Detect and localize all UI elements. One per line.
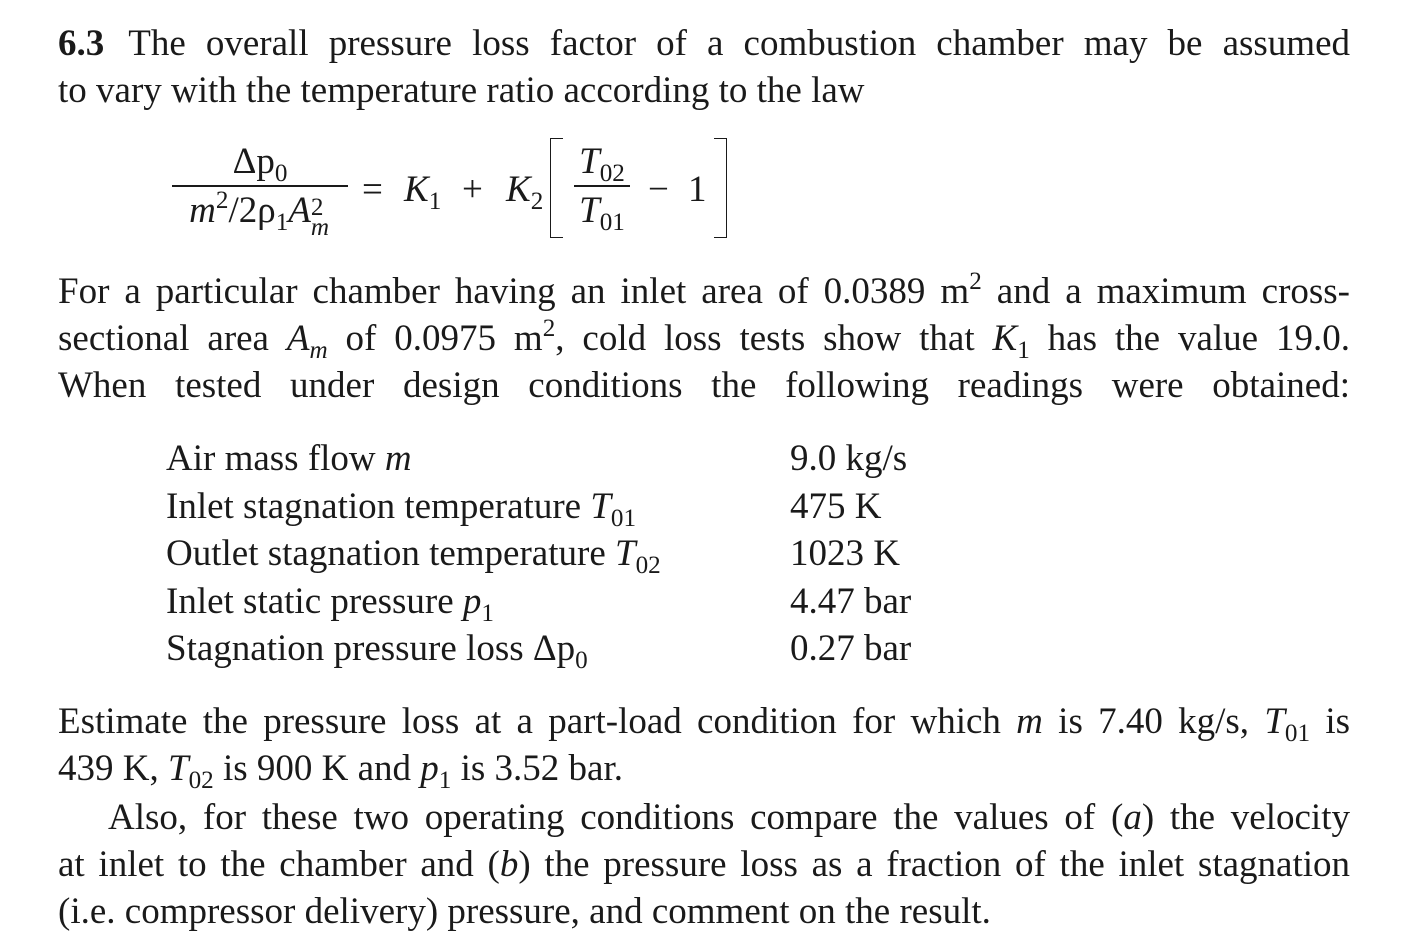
intro-line-1 <box>58 20 1350 67</box>
reading-value: 475 K <box>790 485 882 527</box>
one: 1 <box>688 169 707 210</box>
reading-value: 9.0 kg/s <box>790 438 908 479</box>
lhs-fraction <box>172 138 348 241</box>
para2-line-2: sectional area $A_m$ of 0.0975 $m^2$, cold loss tests show that $K_1$ has the value 19.0. <box>58 315 1350 365</box>
comparison-question <box>58 794 1350 935</box>
reading-label: Air mass flow m <box>166 438 412 479</box>
k1-term: $K_1$ <box>404 169 442 216</box>
plus-sign: + <box>462 169 483 210</box>
intro-text-1: The overall pressure loss factor of a combustion chamber may be assumed <box>128 23 1350 64</box>
temperature-ratio <box>574 138 630 234</box>
minus-sign: − <box>648 169 669 210</box>
lhs-numerator: $\Delta p_0$ <box>232 141 288 188</box>
para2-line-3: When tested under design conditions the following readings were obtained: <box>58 365 1350 406</box>
reading-label: Inlet static pressure $p_1$ <box>166 580 494 627</box>
reading-value: 4.47 bar <box>790 580 912 622</box>
para3-line-2: 439 K, $T_{02}$ is 900 K and $p_1$ is 3.52 bar. <box>58 748 624 795</box>
para4-line-1: Also, for these two operating conditions compare the values of (a) the velocity <box>108 797 1350 838</box>
k2-term: $K_2$ <box>506 169 544 216</box>
pressure-loss-equation <box>172 138 772 248</box>
right-bracket <box>714 138 727 238</box>
left-bracket <box>550 138 563 238</box>
intro-line-2: to vary with the temperature ratio according to the law <box>58 70 865 111</box>
para4-line-2: at inlet to the chamber and (b) the pressure loss as a fraction of the inlet stagnation <box>58 844 1351 885</box>
lhs-denominator: $m^2/2\rho_1A$ 2 m <box>189 186 330 241</box>
reading-label: Stagnation pressure loss $\Delta p_0$ <box>166 628 588 675</box>
para3-line-1: Estimate the pressure loss at a part-load condition for which m is 7.40 kg/s, $T_{01}$ is <box>58 701 1351 748</box>
reading-label: Outlet stagnation temperature $T_{02}$ <box>166 533 661 580</box>
para2-line-1: For a particular chamber having an inlet area of 0.0389 $m^2$ and a maximum cross- <box>58 268 1351 312</box>
ratio-denominator: $T_{01}$ <box>579 189 625 236</box>
reading-value: 0.27 bar <box>790 628 912 669</box>
reading-value: 1023 K <box>790 533 900 574</box>
problem-number: 6.3 <box>58 23 105 64</box>
ratio-numerator: $T_{02}$ <box>579 141 625 188</box>
para4-line-3: (i.e. compressor delivery) pressure, and comment on the result. <box>58 891 991 932</box>
chamber-description <box>58 268 1350 409</box>
equals-sign: = <box>362 169 383 210</box>
part-load-question <box>58 698 1351 795</box>
reading-label: Inlet stagnation temperature $T_{01}$ <box>166 485 637 532</box>
problem-intro <box>58 20 1350 114</box>
